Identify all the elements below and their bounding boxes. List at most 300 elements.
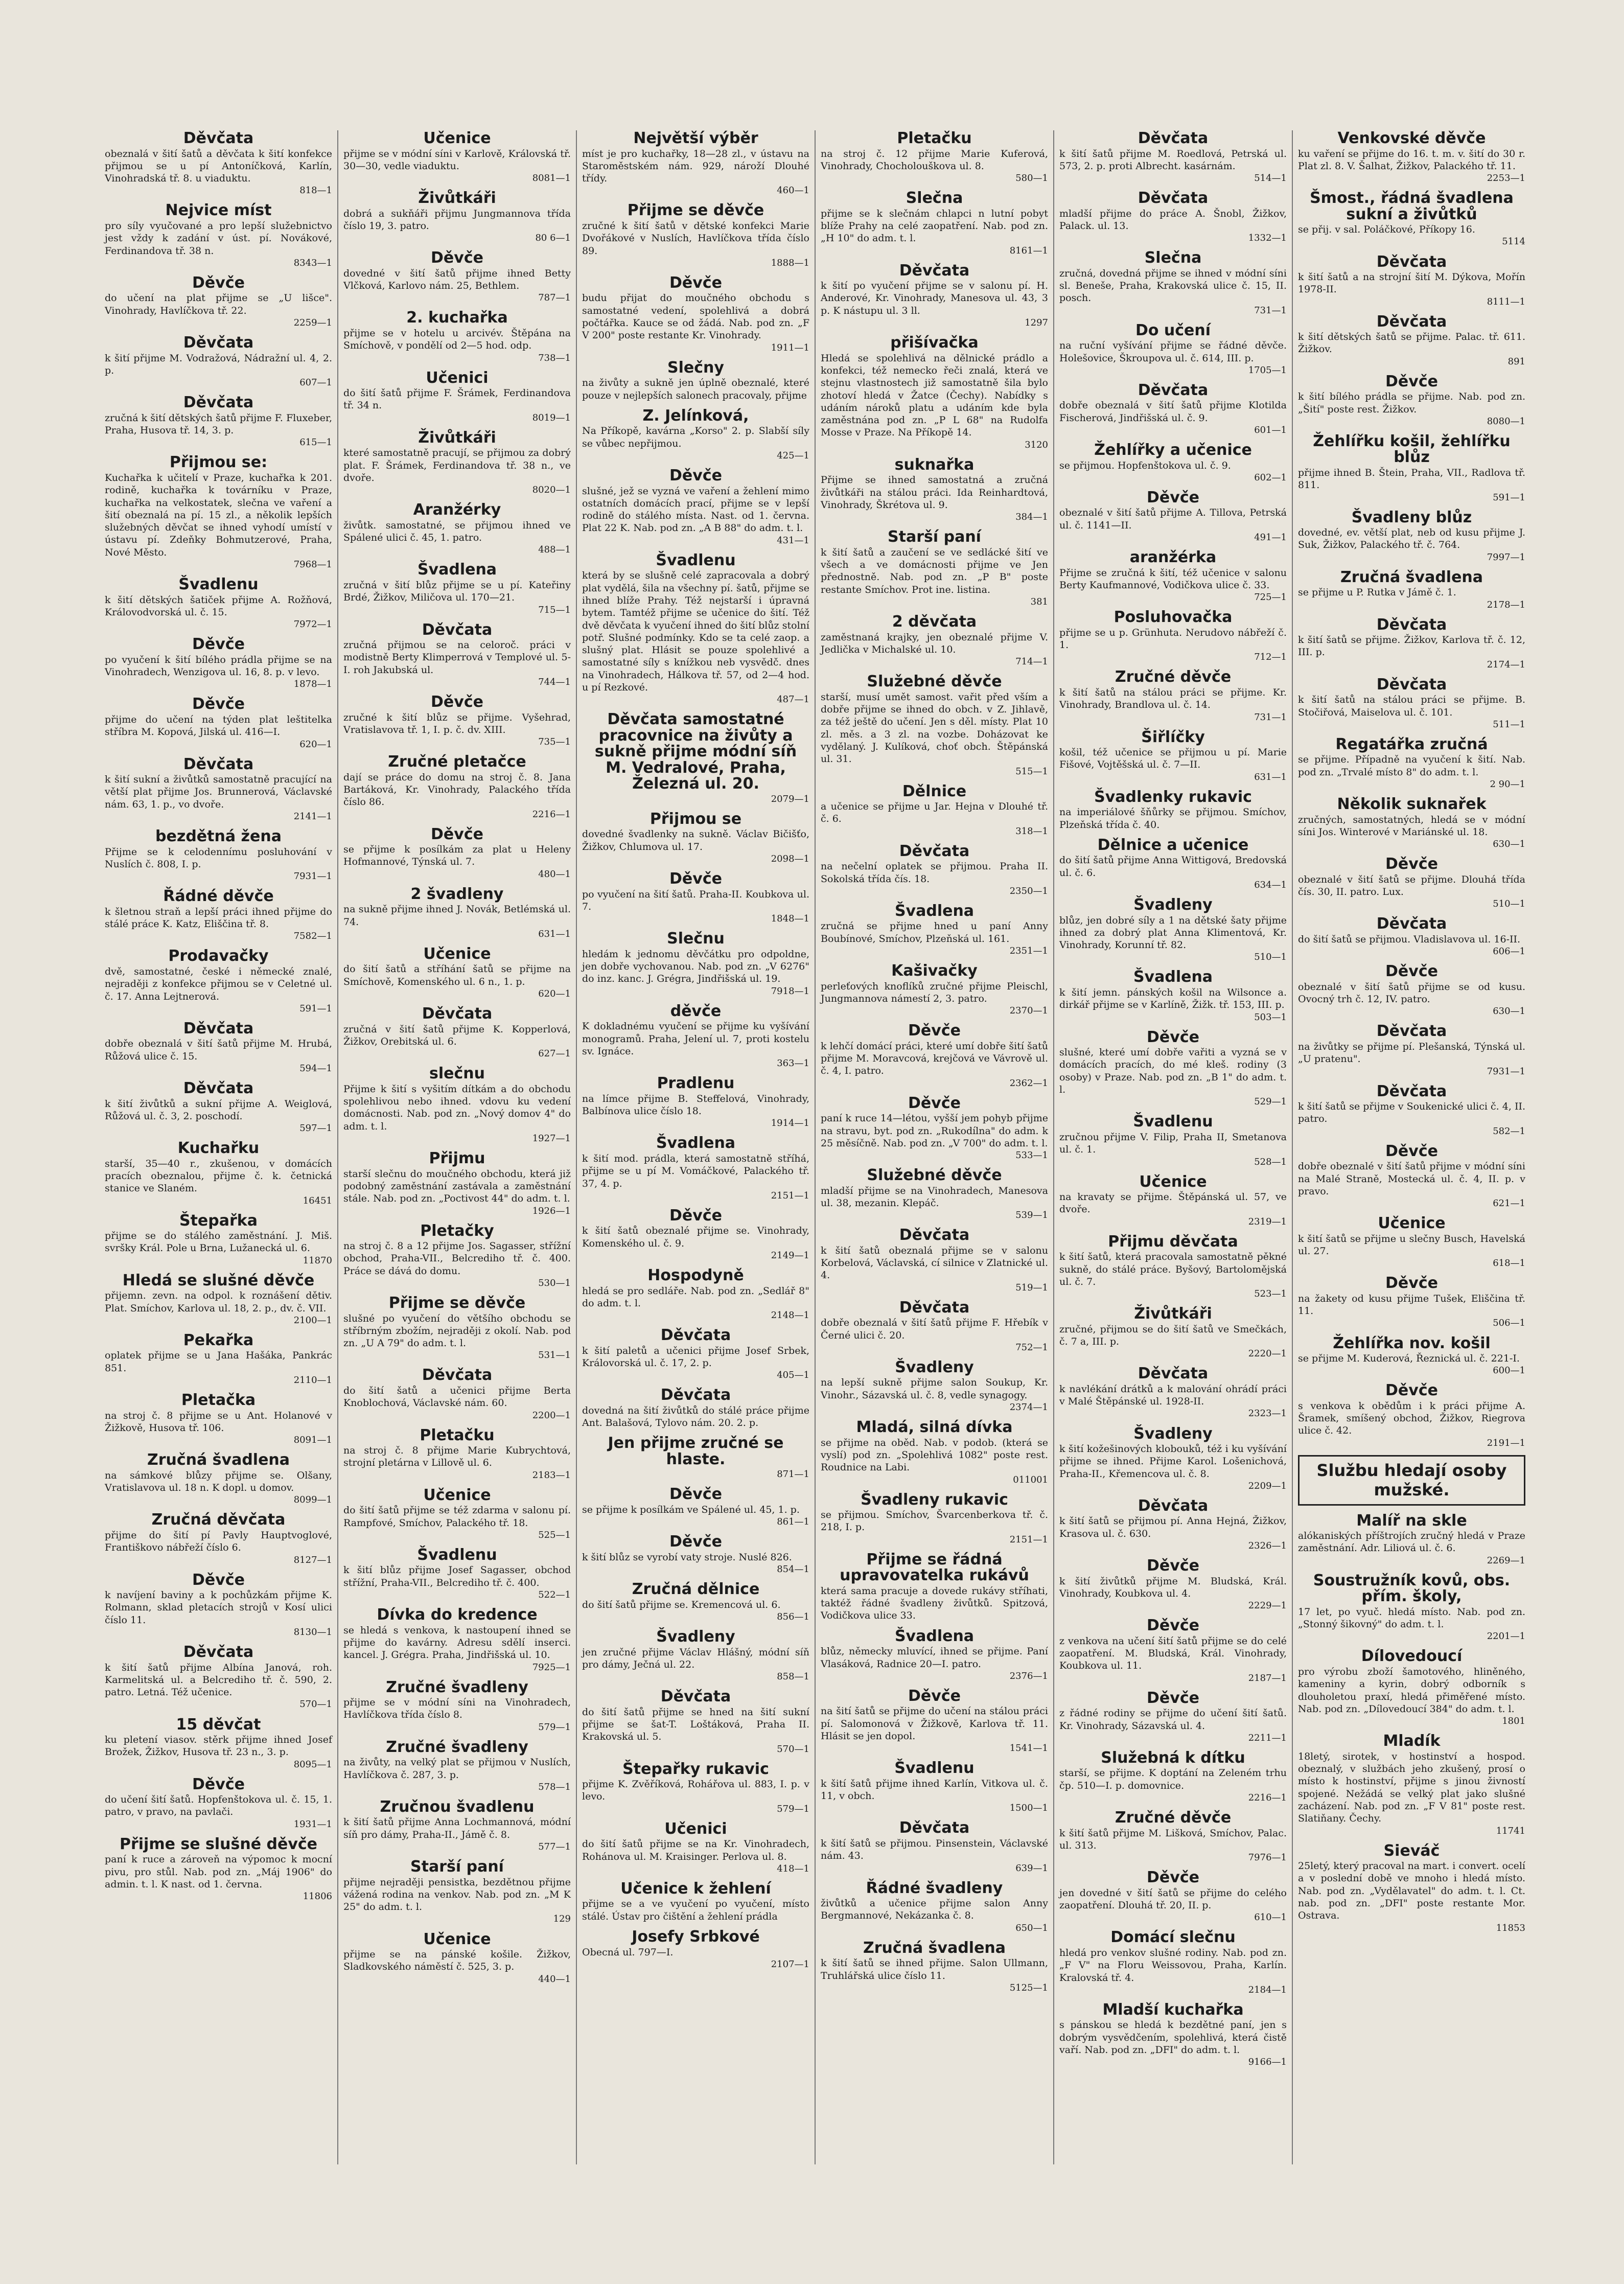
ad-code: 8343—1 [293, 257, 332, 268]
ad-heading: Živůtkáři [418, 428, 496, 447]
classified-ad [1298, 1513, 1525, 1566]
ad-text: oplatek přijme se u Jana Hašáka, Pankrác 851. [105, 1350, 332, 1374]
ad-body [1059, 914, 1287, 963]
ad-heading: Děvčata [183, 334, 254, 352]
ad-heading: Zručné švadleny [386, 1738, 528, 1756]
ad-code: 2376—1 [1009, 1670, 1048, 1681]
classified-ad [821, 783, 1048, 837]
ad-text: zručná k šití dětských šatů přijme F. Fluxeber, Praha, Husova tř. 14, 3. p. [105, 412, 332, 436]
ad-text: perleťových knoflíků zručné přijme Pleischl, Jungmannova námestí 2, 3. patro. [821, 980, 1048, 1004]
ad-text: k šití šatů se přijme v Soukenické ulici č. 4, II. patro. [1298, 1101, 1525, 1125]
ad-body [582, 425, 809, 462]
classified-ad [821, 1095, 1048, 1161]
classified-ad [821, 1492, 1048, 1545]
ad-text: s venkova k obědům i k práci přijme A. Šramek, smíšený obchod, Žižkov, Riegrova ulice č. 42. [1298, 1400, 1525, 1437]
ad-text: po vyučení k šití bílého prádla přijme se na Vinohradech, Wenzigova ul. 16, 8. p. v levo. [105, 654, 332, 678]
ad-text: přijme do učení na týden plat leštitelka stříbra M. Kopová, Jilská ul. 416—I. [105, 713, 332, 738]
ad-text: dobře obeznalá v šití šatů přijme F. Hřebík v Černé ulici č. 20. [821, 1317, 1048, 1341]
ad-body [343, 771, 571, 820]
ad-text: pro výrobu zboží šamotového, hliněného, kameniny a kyrin, dobrý odborník s dlouholetou praxí, hledá přiměřené místo. Nab. pod zn. „Dílovedoucí 384" do adm. t. l. [1298, 1666, 1525, 1715]
ad-body [582, 1599, 809, 1623]
ad-text: 25letý, který pracoval na mart. i convert. ocelí a v poslední době ve mnoho i hledá místo. Nab. pod zn. „Vydělavatel" do adm. t. l. Ct. nab. pod zn. „DFI" poste restante Mor. Ostrava. [1298, 1860, 1525, 1922]
ad-heading: Děvčata [899, 842, 970, 860]
ad-text: k šití sukní a živůtků samostatně pracující na větší plat přijme Jos. Brunnerová, Václavské nám. 63, 1. p., vo dvoře. [105, 774, 332, 810]
classified-ad [343, 1223, 571, 1289]
classified-ad [582, 552, 809, 706]
ad-body [1059, 399, 1287, 436]
ad-body [1298, 526, 1525, 563]
ad-text: starší slečnu do moučného obchodu, která již podobný zaměstnání zastávala a zaměstnání stále. Nab. pod zn. „Poctivost 44" do adm. t. l. [343, 1168, 571, 1205]
ad-heading: Kuchařku [177, 1139, 260, 1158]
ad-body [821, 980, 1048, 1017]
ad-text: slušné, jež se vyzná ve vaření a žehlení mimo ostatních domácích prací, přijme se v lepší rodině do stálého místa. Nast. od 1. června. Plat 22 K. Nab. pod zn. „A B 88" do adm. t. l. [582, 485, 809, 534]
ad-heading: Děvče [192, 1571, 245, 1589]
ad-heading: Švadlena [1133, 968, 1213, 986]
classified-ad [1059, 1174, 1287, 1228]
classified-ad [1059, 1306, 1287, 1359]
ad-body [582, 1152, 809, 1202]
ad-code: 530—1 [538, 1277, 571, 1288]
ad-code: 7976—1 [1248, 1852, 1287, 1863]
ad-body [343, 1083, 571, 1144]
ad-text: přijme K. Zvěříková, Rohářova ul. 883, I. p. v levo. [582, 1779, 809, 1803]
ad-code: 503—1 [1254, 1011, 1287, 1023]
ad-code: 715—1 [538, 604, 571, 615]
ad-text: k lehčí domácí práci, které umí dobře šití šatů přijme M. Moravcová, krejčová ve Vávrově ul. č. 4, I. patro. [821, 1040, 1048, 1077]
ad-code: 381 [1030, 596, 1048, 608]
ad-code: 594—1 [299, 1063, 332, 1074]
classified-ad [343, 502, 571, 556]
ad-text: do šití šatů přijme se. Kremencová ul. 6. [582, 1599, 781, 1610]
ad-body [821, 1705, 1048, 1754]
ad-code: 601—1 [1254, 425, 1287, 436]
classified-ad [1059, 1498, 1287, 1552]
ad-code: 631—1 [1254, 771, 1287, 782]
classified-ad [582, 1881, 809, 1923]
ad-code: 856—1 [777, 1611, 809, 1622]
ad-body [1059, 148, 1287, 184]
ad-heading: Zručná švadlena [147, 1451, 290, 1469]
ad-text: blůz, jen dobré síly a 1 na dětské šaty přijme ihned za dobrý plat Anna Klimentová, Kr. Vinohrady, Korunní tř. 82. [1059, 914, 1287, 951]
classified-ad [582, 1581, 809, 1623]
classified-ad [1298, 1215, 1525, 1269]
classified-ad [582, 360, 809, 402]
ad-body [1298, 390, 1525, 427]
ad-heading: Žehlířka nov. košil [1333, 1334, 1491, 1352]
ad-text: se přijme k posílkám za plat u Heleny Hofmannové, Týnská ul. 7. [343, 844, 571, 868]
classified-ad [1298, 916, 1525, 957]
ad-heading: Děvče [1147, 488, 1199, 506]
ad-text: k šití přijme M. Vodražová, Nádražní ul. 4, 2. p. [105, 352, 332, 376]
classified-ad [1298, 1733, 1525, 1836]
ad-body [582, 1838, 809, 1875]
ad-body [1059, 1575, 1287, 1612]
classified-ad [105, 1273, 332, 1326]
ad-text: na ruční vyšívání přijme se řádné děvče. Holešovice, Škroupova ul. č. 614, III. p. [1059, 340, 1287, 364]
classified-ad [1059, 1810, 1287, 1863]
ad-heading: Dělnice [902, 782, 967, 800]
ad-heading: Děvčata [1138, 130, 1209, 147]
classified-ad [1298, 510, 1525, 563]
classified-ad [105, 576, 332, 630]
ad-code: 2350—1 [1009, 885, 1048, 896]
ad-code: 787—1 [538, 292, 571, 304]
ad-body [1298, 1860, 1525, 1934]
classified-ad [582, 1208, 809, 1261]
ad-code: 634—1 [1254, 879, 1287, 890]
ad-heading: Pradlenu [657, 1074, 735, 1093]
classified-ad [582, 1003, 809, 1069]
ad-body [821, 800, 1048, 837]
ad-code: 854—1 [777, 1564, 809, 1575]
ad-body [1059, 1827, 1287, 1864]
ad-heading: Učenice k žehlení [620, 1879, 771, 1898]
ad-body [105, 846, 332, 883]
ad-code: 600—1 [1493, 1365, 1525, 1376]
classified-ad [105, 1140, 332, 1206]
ad-code: 129 [553, 1913, 571, 1925]
ad-heading: Švadlena [894, 1627, 975, 1645]
ad-body [582, 148, 809, 197]
ad-body [582, 1020, 809, 1069]
ad-code: 2229—1 [1248, 1600, 1287, 1611]
ad-heading: Malíř na skle [1356, 1511, 1467, 1530]
ad-text: k šití bílého prádla se přijme. Nab. pod zn. „Šití" poste rest. Žižkov. [1298, 391, 1525, 415]
ad-body [582, 1706, 809, 1755]
ad-text: na živůty a sukně jen úplně obeznalé, které pouze v nejlepších salonech pracovaly, přijme [582, 377, 809, 401]
ad-text: na stroj č. 8 přijme se u Ant. Holanové v Žižkově, Husova tř. 106. [105, 1410, 332, 1434]
classified-ad [105, 1572, 332, 1638]
column-3 [576, 130, 815, 2164]
classified-ad [1059, 669, 1287, 723]
ad-body [821, 1185, 1048, 1221]
ad-text: dovedné v šití šatů přijme ihned Betty Vlčková, Karlovo nám. 25, Bethlem. [343, 267, 571, 292]
ad-text: zručná přijmou se na celoroč. práci v modistně Berty Klimperrová v Templové ul. 5-I. roh Jakubská ul. [343, 639, 571, 676]
ad-text: mladší přijme se na Vinohradech, Manesova ul. 38, mezanin. Klepáč. [821, 1185, 1048, 1209]
ad-code: 2183—1 [532, 1469, 571, 1481]
ad-body [105, 1158, 332, 1207]
ad-code: 1541—1 [1009, 1743, 1048, 1754]
ad-body [1059, 1515, 1287, 1552]
ad-text: k navíjení baviny a k pochůzkám přijme K. Rolmann, sklad pletacích strojů v Kosí ulici číslo 11. [105, 1589, 332, 1626]
ad-body [1298, 1041, 1525, 1077]
ad-text: přijme do šití pí Pavly Hauptvoglové, Františkovo nábřeží číslo 6. [105, 1529, 332, 1554]
column-2 [337, 130, 576, 2164]
ad-body [1298, 1530, 1525, 1566]
classified-ad [343, 1679, 571, 1733]
ad-heading: Soustružník kovů, obs. přím. školy, [1313, 1571, 1511, 1606]
ad-heading: Zručné pletačce [388, 753, 526, 771]
ad-code: 871—1 [777, 1469, 809, 1480]
ad-body [582, 485, 809, 546]
ad-body [1298, 1160, 1525, 1209]
ad-text: k navlékání drátků a k malování ohrádí práci v Malé Štěpánské ul. 1928-II. [1059, 1383, 1287, 1408]
ad-heading: Děvčata [660, 1688, 731, 1706]
ad-code: 7918—1 [771, 985, 809, 997]
classified-ad [1298, 569, 1525, 611]
ad-text: se přijme na oběd. Nab. v podob. (která se vyslí) pod zn. „Spolehlivá 1082" poste rest. Roudnice na Labi. [821, 1437, 1048, 1473]
classified-ad [582, 1629, 809, 1682]
ad-text: a učenice se přijme u Jar. Hejna v Dlouhé tř. č. 6. [821, 801, 1048, 825]
classified-ad [582, 931, 809, 997]
ad-heading: Děvčata [1376, 312, 1447, 331]
ad-text: košil, též učenice se přijmou u pí. Marie Fišové, Vojtěšská ul. č. 7—II. [1059, 747, 1287, 771]
ad-body [1059, 1383, 1287, 1420]
ad-heading: Přijmou se: [169, 453, 268, 472]
classified-ad [343, 1547, 571, 1601]
ad-code: 7968—1 [293, 559, 332, 570]
ad-heading: Zručnou švadlenu [380, 1797, 535, 1816]
ad-body [1298, 1666, 1525, 1727]
ad-heading: 2 děvčata [892, 613, 977, 631]
ad-text: 18letý, sirotek, v hostinství a hospod. obeznalý, v službách jeho zkušený, prosí o místo k hostinství, přijme s jinou živností spojené. Nežádá se velký plat jako slušné zacházení. Nab. pod zn. „F V 81" poste rest. Slatiňany. Čechy. [1298, 1750, 1525, 1825]
ad-code: 2200—1 [532, 1410, 571, 1421]
classified-columns [100, 130, 1530, 2164]
ad-code: 2269—1 [1487, 1555, 1525, 1566]
classified-ad [582, 1486, 809, 1528]
ad-text: na sukně přijme ihned J. Novák, Betlémská ul. 74. [343, 904, 571, 928]
ad-body [105, 292, 332, 329]
ad-body [343, 1696, 571, 1733]
ad-body [343, 327, 571, 364]
ad-text: jen zručné přijme Václav Hlášný, módní síň pro dámy, Ječná ul. 22. [582, 1646, 809, 1670]
ad-body [582, 828, 809, 865]
ad-body [343, 447, 571, 496]
ad-body [343, 1756, 571, 1793]
ad-text: na živůtky se přijme pí. Plešanská, Týnská ul. „U pratenu". [1298, 1041, 1525, 1065]
ad-body [821, 1837, 1048, 1874]
ad-text: k šití šatů se přijmou pí. Anna Hejná, Žižkov, Krasova ul. č. 630. [1059, 1515, 1287, 1539]
classified-ad [821, 1419, 1048, 1485]
classified-ad [821, 674, 1048, 777]
ad-heading: Děvče [908, 1687, 961, 1705]
ad-text: k šití paletů a učenici přijme Josef Srbek, Královorská ul. č. 17, 2. p. [582, 1345, 809, 1369]
ad-code: 1926—1 [532, 1205, 571, 1216]
ad-body [821, 474, 1048, 523]
ad-body [1298, 148, 1525, 184]
ad-text: hledám k jednomu děvčátku pro odpoldne, jen dobře vychovanou. Nab. pod zn. „V 6276" do inz. kanc. J. Grégra, Jindřišská ul. 19. [582, 948, 809, 985]
ad-code: 363—1 [777, 1058, 809, 1069]
classified-ad [582, 468, 809, 546]
ad-code: 2187—1 [1248, 1672, 1287, 1683]
classified-ad [343, 130, 571, 184]
classified-ad [1059, 609, 1287, 663]
classified-ad [821, 263, 1048, 329]
ad-code: 431—1 [777, 535, 809, 546]
ad-text: přijme se v hotelu u arcivév. Štěpána na Smíchově, v pondělí od 2—5 hod. odp. [343, 327, 571, 352]
ad-code: 1914—1 [771, 1118, 809, 1129]
ad-text: k šití šatů přijme M. Roedlová, Petrská ul. 573, 2. p. proti Albrecht. kasárnám. [1059, 148, 1287, 172]
classified-ad [582, 275, 809, 354]
ad-body [1059, 1635, 1287, 1684]
ad-text: slušné po vyučení do většího obchodu se stříbrným zbožím, nejraději z okolí. Nab. pod zn. „U A 79" do adm. t. l. [343, 1312, 571, 1349]
ad-heading: Děvčata [899, 261, 970, 280]
ad-heading: Zručná švadlena [1340, 568, 1483, 586]
classified-ad [343, 310, 571, 363]
ad-heading: Starší paní [888, 528, 981, 546]
ad-text: k šití šatů se přijme. Žižkov, Karlova tř. č. 12, III. p. [1298, 634, 1525, 658]
ad-heading: Přijme se děvče [627, 201, 764, 220]
ad-text: k šití šatů se přijme u slečny Busch, Havelská ul. 27. [1298, 1233, 1525, 1257]
ad-text: na stroj č. 12 přijme Marie Kuferová, Vinohrady, Chocholouškova ul. 8. [821, 148, 1048, 172]
ad-text: zručné, přijmou se do šití šatů ve Smečkách, č. 7 a, III. p. [1059, 1323, 1287, 1347]
classified-ad [1059, 1690, 1287, 1744]
ad-text: Přijme k šití s vyšitím dítkám a do obchodu spolehlivou nebo ihned. vdovu ku vedení domácnosti. Nab. pod zn. „Nový domov 4" do adm. t. l. [343, 1083, 571, 1132]
ad-text: starší, musí umět samost. vařit před vším a dobře přijme se ihned do obch. v Z. Jihlavě, za též ještě do učení. Jen s děl. místy. Plat 10 zl. měs. a 3 zl. na vozbe. Doházovat ke vydělaný. J. Kulíková, choť obch. Štěpánská ul. 31. [821, 691, 1048, 765]
ad-heading: Děvčata [183, 130, 254, 147]
ad-text: k šití šatů přijme Albína Janová, roh. Karmelitská ul. a Belcrediho tř. č. 590, 2. patro. Letná. Též učenice. [105, 1662, 332, 1698]
ad-heading: Děvčata [899, 1298, 970, 1317]
ad-heading: Nejvice míst [165, 201, 272, 220]
ad-heading: Štepařky rukavic [622, 1760, 769, 1778]
ad-body [105, 1529, 332, 1566]
ad-text: do šití šatů přijme se na Kr. Vinohradech, Rohánova ul. M. Kraisinger. Perlova ul. 8. [582, 1838, 809, 1862]
classified-ad [105, 1717, 332, 1770]
ad-body [105, 594, 332, 631]
ad-code: 384—1 [1015, 512, 1048, 523]
ad-heading: Řádné švadleny [866, 1879, 1003, 1897]
classified-ad [1059, 382, 1287, 436]
classified-ad [1298, 254, 1525, 308]
ad-code: 16451 [303, 1195, 332, 1206]
ad-code: 2209—1 [1248, 1480, 1287, 1491]
ad-heading: Švadlena [894, 902, 975, 920]
classified-ad [105, 275, 332, 329]
ad-heading: Přijme se řádná upravovatelka rukávů [840, 1550, 1029, 1585]
ad-code: 2259—1 [293, 317, 332, 329]
ad-text: na nečelní oplatek se přijmou. Praha II. Sokolská třída čís. 18. [821, 861, 1048, 885]
ad-heading: 15 děvčat [176, 1715, 261, 1734]
ad-text: Obecná ul. 797—I. [582, 1946, 674, 1958]
classified-ad [582, 1534, 809, 1575]
ad-heading: Pekařka [183, 1331, 254, 1349]
ad-text: míst je pro kuchařky, 18—28 zl., v ústavu na Staroměstském nám. 929, nároží Dlouhé třídy. [582, 148, 809, 184]
ad-code: 8019—1 [532, 412, 571, 423]
ad-body [105, 1230, 332, 1266]
classified-ad [343, 1487, 571, 1541]
ad-code: 318—1 [1015, 825, 1048, 837]
ad-code: 2141—1 [293, 811, 332, 822]
ad-body [1059, 806, 1287, 831]
ad-body [105, 412, 332, 449]
ad-body [343, 1385, 571, 1421]
ad-body [821, 352, 1048, 451]
ad-body [343, 1444, 571, 1481]
ad-text: na imperiálové šňůrky se přijmou. Smíchov, Plzeňská třída č. 40. [1059, 806, 1287, 830]
ad-heading: Šmost., řádná švadlena sukní a živůtků [1310, 189, 1514, 223]
ad-heading: Děvče [1385, 962, 1438, 981]
classified-ad [582, 811, 809, 865]
ad-body [1059, 1191, 1287, 1228]
ad-code: 615—1 [299, 437, 332, 448]
ad-body [1298, 933, 1525, 957]
ad-text: přijme se do stálého zaměstnání. J. Miš. svršky Král. Pole u Brna, Lužanecká ul. 6. [105, 1230, 332, 1254]
ad-code: 580—1 [1015, 173, 1048, 184]
ad-heading: bezdětná žena [155, 827, 282, 846]
ad-heading: Děvčata [1138, 1496, 1209, 1515]
ad-heading: Slečny [667, 358, 724, 377]
ad-text: zručná se přijme hned u paní Anny Boubínové, Smíchov, Plzeňská ul. 161. [821, 920, 1048, 944]
ad-code: 2110—1 [293, 1375, 332, 1386]
ad-body [582, 1093, 809, 1129]
classified-ad [105, 1512, 332, 1565]
classified-ad [343, 1066, 571, 1144]
classified-ad [821, 529, 1048, 608]
classified-ad [343, 826, 571, 880]
ad-heading: Zručná švadlena [863, 1939, 1006, 1957]
ad-heading: 2 švadleny [410, 885, 504, 903]
ad-code: 858—1 [777, 1671, 809, 1682]
ad-body [1298, 1352, 1525, 1376]
ad-heading: Děvčata [422, 620, 493, 639]
ad-text: se přijme k posílkám ve Spálené ul. 45, 1. p. [582, 1504, 800, 1515]
ad-heading: Pletačku [420, 1426, 495, 1444]
ad-text: z řádné rodiny se přijme do učení šití šatů. Kr. Vinohrady, Sázavská ul. 4. [1059, 1708, 1287, 1732]
ad-body [105, 472, 332, 570]
ad-heading: Děvčata [660, 1386, 731, 1404]
classified-ad [105, 1836, 332, 1902]
ad-code: 891 [1507, 356, 1525, 367]
ad-code: 531—1 [538, 1350, 571, 1361]
ad-text: ku pletení viasov. stěrk přijme ihned Josef Brožek, Žižkov, Husova tř. 23 n., 3. p. [105, 1734, 332, 1758]
ad-heading: Děvče [1385, 1142, 1438, 1160]
classified-ad [105, 454, 332, 570]
ad-heading: 2. kuchařka [406, 309, 508, 327]
ad-heading: Přijme se slušné děvče [119, 1835, 318, 1853]
ad-heading: Několik suknařek [1337, 795, 1487, 814]
ad-text: k šití šatů, která pracovala samostatně pěkné sukně, do stálé práce. Byšový, Bartolomějská ul. č. 7. [1059, 1251, 1287, 1287]
ad-code: 9166—1 [1248, 2057, 1287, 2068]
classified-ad [821, 1820, 1048, 1874]
ad-body [343, 267, 571, 304]
ad-code: 591—1 [299, 1003, 332, 1014]
ad-code: 528—1 [1254, 1156, 1287, 1167]
ad-body [1298, 331, 1525, 367]
ad-body [821, 1957, 1048, 1994]
ad-heading: Děvče [669, 1206, 722, 1225]
ad-body [582, 220, 809, 269]
ad-text: které samostatně pracují, se přijmou za dobrý plat. F. Šrámek, Ferdinandova tř. 38 n., ve dvoře. [343, 447, 571, 483]
classified-ad [1059, 1870, 1287, 1923]
classified-ad [1059, 1618, 1287, 1683]
ad-text: na sámkové blůzy přijme se. Olšany, Vratislavova ul. 18 n. K dopl. u domov. [105, 1469, 332, 1494]
ad-code: 2184—1 [1248, 1984, 1287, 1995]
ad-heading: Služebné děvče [867, 673, 1002, 691]
ad-code: 602—1 [1254, 472, 1287, 483]
ad-text: k šití dětských šatiček přijme A. Rožňová, Královodvorská ul. č. 15. [105, 594, 332, 618]
ad-body [1059, 1443, 1287, 1492]
ad-heading: Regatářka zručná [1335, 735, 1488, 753]
ad-body [582, 1646, 809, 1683]
classified-ad [821, 1628, 1048, 1682]
classified-ad [582, 1267, 809, 1321]
ad-body [821, 546, 1048, 608]
ad-heading: Děvčata samostatné pracovnice na živůty a sukně přijme módní síň M. Vedralové, Praha, Železná ul. 20. [594, 710, 797, 793]
classified-ad [1298, 433, 1525, 503]
classified-ad [105, 202, 332, 268]
ad-body [105, 1589, 332, 1638]
classified-ad [1298, 1335, 1525, 1377]
ad-heading: suknařka [894, 455, 975, 474]
ad-body [105, 352, 332, 389]
ad-heading: Pletačka [181, 1391, 256, 1410]
ad-code: 620—1 [299, 739, 332, 750]
ad-body [821, 148, 1048, 184]
ad-code: 621—1 [1493, 1198, 1525, 1209]
ad-body [582, 948, 809, 997]
ad-heading: Pletačky [420, 1221, 494, 1240]
ad-body [343, 387, 571, 424]
